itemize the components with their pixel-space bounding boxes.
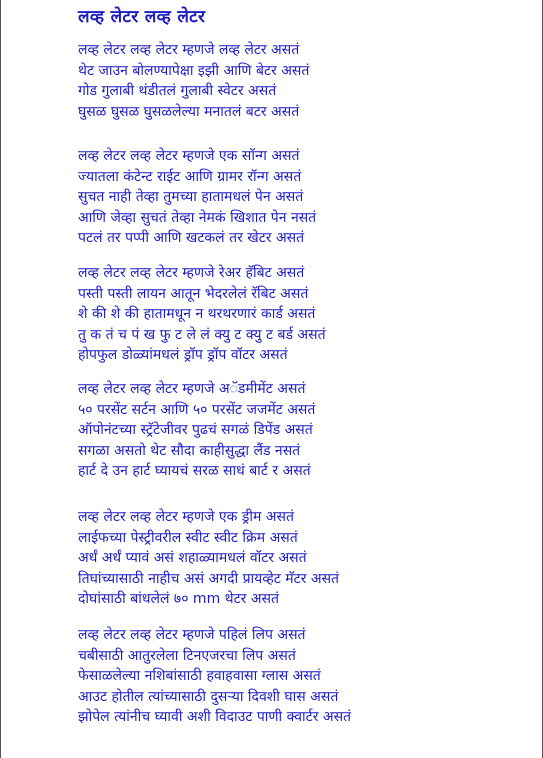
poem-line: तु क तं च पं ख फु ट ले लं क्यु ट क्यु ट बर्ड असतं xyxy=(78,326,326,343)
poem-line: अर्धं अर्धं प्यावं असं शहाळ्यामधलं वॉटर असतं xyxy=(78,550,307,566)
poem-line: लाईफच्या पेस्ट्रीवरील स्वीट स्वीट क्रिम असतं xyxy=(78,529,298,546)
stanza-4 xyxy=(78,379,533,482)
poem-line: ऑपोनंटच्या स्ट्रॅटेजीवर पुढचं सगळं डिपेंड असतं xyxy=(78,422,313,438)
poem-line: लव्ह लेटर लव्ह लेटर म्हणजे एक सॉन्ग असतं xyxy=(78,148,300,164)
poem-line: आउट होतील त्यांच्यासाठी दुसऱ्या दिवशी घास असतं xyxy=(78,688,339,705)
poem-line: पटलं तर पप्पी आणि खटकलं तर खेटर असतं xyxy=(78,230,305,246)
poem-line: लव्ह लेटर लव्ह लेटर म्हणजे अॅडमीमेंट असतं xyxy=(78,381,306,397)
poem-line: ५० परसेंट सर्टन आणि ५० परसेंट जजमेंट असतं xyxy=(78,401,316,418)
poem-line: घुसळ घुसळ घुसळलेल्या मनातलं बटर असतं xyxy=(78,103,300,120)
poem-line: शे की शे की हातामधून न थरथरणारं कार्ड असतं xyxy=(78,306,316,322)
poem-line: सुचत नाही तेव्हा तुमच्या हातामधलं पेन असतं xyxy=(78,189,304,205)
poem-line: होपफुल डोळ्यांमधलं ड्रॉप ड्रॉप वॉटर असतं xyxy=(78,347,288,363)
stanza-5 xyxy=(78,507,533,610)
poem-line: तिघांच्यासाठी नाहीच असं अगदी प्रायव्हेट मॅटर असतं xyxy=(78,570,340,587)
poem-line: फेसाळलेल्या नशिबांसाठी हवाहवासा ग्लास असतं xyxy=(78,668,321,684)
poem-line: थेट जाउन बोलण्यापेक्षा इझी आणि बेटर असतं xyxy=(78,62,310,79)
poem-title: लव्ह लेटर लव्ह लेटर xyxy=(78,7,206,27)
stanza-6 xyxy=(78,625,533,728)
stanza-3 xyxy=(78,263,533,366)
poem-line: लव्ह लेटर लव्ह लेटर म्हणजे लव्ह लेटर असतं xyxy=(78,42,300,58)
poem-line: लव्ह लेटर लव्ह लेटर म्हणजे पहिलं लिप असतं xyxy=(78,627,306,643)
poem-line: दोघांसाठी बांधलेलं ७० mm थेटर असतं xyxy=(78,591,279,607)
poem-line: चबीसाठी आतुरलेला टिनएजरचा लिप असतं xyxy=(78,647,296,664)
poem-line: गोड गुलाबी थंडीतलं गुलाबी स्वेटर असतं xyxy=(78,83,277,99)
stanza-1 xyxy=(78,40,533,122)
poem-line: हार्ट दे उन हार्ट घ्यायचं सरळ साधं बार्ट र असतं xyxy=(78,463,311,479)
poem-line: झोपेल त्यांनीच घ्यावी अशी विदाउट पाणी क्वार्टर असतं xyxy=(78,709,352,725)
poem-line: पस्ती पस्ती लायन आतून भेदरलेलं रॅबिट असतं xyxy=(78,285,309,302)
poem-line: लव्ह लेटर लव्ह लेटर म्हणजे एक ड्रीम असतं xyxy=(78,509,294,525)
poem-line: सगळा असतो थेट सौदा काहीसुद्धा लैंड नसतं xyxy=(78,442,301,459)
stanza-2 xyxy=(78,146,533,249)
poem-line: ज्यातला कंटेन्ट राईट आणि ग्रामर रॉन्ग असतं xyxy=(78,168,302,185)
poem-line: आणि जेव्हा सुचतं तेव्हा नेमकं खिशात पेन नसतं xyxy=(78,209,317,226)
poem-line: लव्ह लेटर लव्ह लेटर म्हणजे रेअर हॅबिट असतं xyxy=(78,265,305,281)
